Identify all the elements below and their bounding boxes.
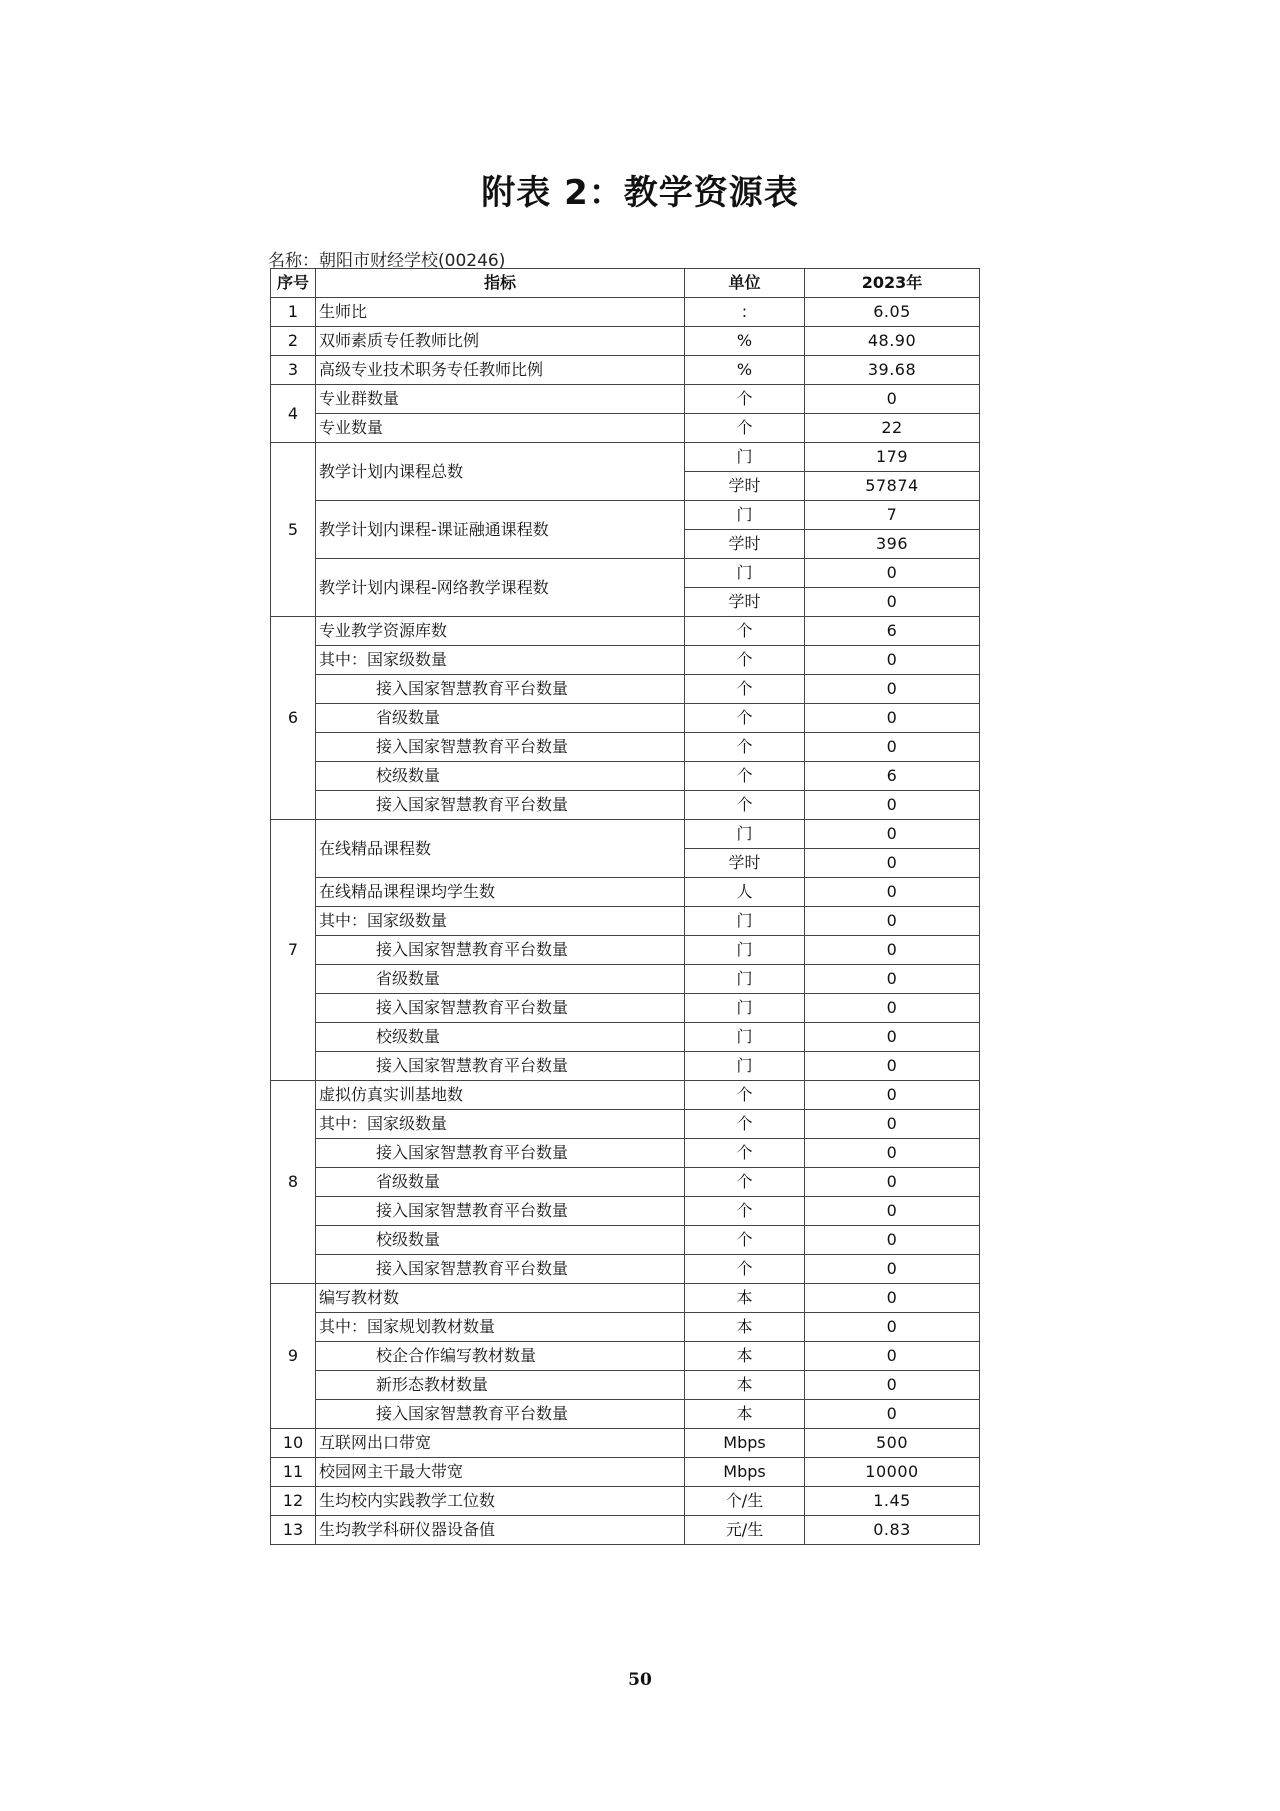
- cell-indicator: 校级数量: [316, 1226, 685, 1255]
- cell-value: 0: [805, 646, 980, 675]
- cell-value: 57874: [805, 472, 980, 501]
- cell-unit: 个: [685, 1081, 805, 1110]
- table-row: [271, 1023, 980, 1052]
- table-row: [271, 994, 980, 1023]
- cell-indicator: 省级数量: [316, 1168, 685, 1197]
- table-row: [271, 1516, 980, 1545]
- cell-unit: 个: [685, 1226, 805, 1255]
- cell-unit: 门: [685, 1023, 805, 1052]
- cell-value: 0: [805, 994, 980, 1023]
- cell-unit: 门: [685, 994, 805, 1023]
- cell-unit: 个: [685, 617, 805, 646]
- table-row: [271, 762, 980, 791]
- cell-unit: 门: [685, 559, 805, 588]
- cell-indicator: 接入国家智慧教育平台数量: [316, 1052, 685, 1081]
- cell-unit: 个: [685, 385, 805, 414]
- cell-value: 0: [805, 965, 980, 994]
- cell-indicator: 接入国家智慧教育平台数量: [316, 733, 685, 762]
- cell-value: 0: [805, 675, 980, 704]
- table-row: [271, 1342, 980, 1371]
- cell-indicator: 其中：国家级数量: [316, 1110, 685, 1139]
- cell-indicator: 新形态教材数量: [316, 1371, 685, 1400]
- table-row: [271, 443, 980, 472]
- cell-unit: %: [685, 356, 805, 385]
- cell-indicator: 接入国家智慧教育平台数量: [316, 1400, 685, 1429]
- header-seq: 序号: [271, 269, 316, 298]
- cell-value: 0: [805, 936, 980, 965]
- table-row: [271, 1429, 980, 1458]
- cell-indicator: 接入国家智慧教育平台数量: [316, 1197, 685, 1226]
- table-row: [271, 385, 980, 414]
- cell-unit: 个: [685, 1255, 805, 1284]
- cell-indicator: 生师比: [316, 298, 685, 327]
- table-row: [271, 1226, 980, 1255]
- cell-unit: 本: [685, 1371, 805, 1400]
- cell-seq: 12: [271, 1487, 316, 1516]
- cell-seq: 4: [271, 385, 316, 443]
- cell-unit: 个: [685, 1110, 805, 1139]
- table-row: [271, 820, 980, 849]
- cell-unit: 门: [685, 1052, 805, 1081]
- cell-value: 0: [805, 385, 980, 414]
- header-unit: 单位: [685, 269, 805, 298]
- cell-indicator: 校级数量: [316, 762, 685, 791]
- cell-value: 0: [805, 849, 980, 878]
- table-row: [271, 936, 980, 965]
- cell-indicator: 虚拟仿真实训基地数: [316, 1081, 685, 1110]
- cell-indicator: 编写教材数: [316, 1284, 685, 1313]
- cell-value: 1.45: [805, 1487, 980, 1516]
- cell-unit: 个: [685, 762, 805, 791]
- cell-seq: 11: [271, 1458, 316, 1487]
- cell-value: 0: [805, 1342, 980, 1371]
- cell-value: 0: [805, 1284, 980, 1313]
- table-header-row: [271, 269, 980, 298]
- page-title: 附表 2：教学资源表: [481, 173, 799, 213]
- cell-indicator: 校企合作编写教材数量: [316, 1342, 685, 1371]
- cell-indicator: 高级专业技术职务专任教师比例: [316, 356, 685, 385]
- cell-value: 0: [805, 1139, 980, 1168]
- cell-indicator: 专业数量: [316, 414, 685, 443]
- cell-unit: 本: [685, 1284, 805, 1313]
- cell-indicator: 互联网出口带宽: [316, 1429, 685, 1458]
- table-row: [271, 327, 980, 356]
- cell-indicator: 其中：国家规划教材数量: [316, 1313, 685, 1342]
- cell-value: 6: [805, 762, 980, 791]
- table-row: [271, 1400, 980, 1429]
- cell-unit: 个: [685, 1197, 805, 1226]
- cell-seq: 2: [271, 327, 316, 356]
- cell-unit: 门: [685, 820, 805, 849]
- cell-value: 396: [805, 530, 980, 559]
- cell-unit: 个: [685, 675, 805, 704]
- table-row: [271, 878, 980, 907]
- table-row: [271, 907, 980, 936]
- table-row: [271, 1081, 980, 1110]
- cell-value: 0: [805, 1023, 980, 1052]
- table-row: [271, 1313, 980, 1342]
- table-row: [271, 675, 980, 704]
- cell-indicator: 校园网主干最大带宽: [316, 1458, 685, 1487]
- cell-unit: 门: [685, 501, 805, 530]
- cell-value: 10000: [805, 1458, 980, 1487]
- table-row: [271, 1197, 980, 1226]
- cell-value: 0: [805, 1052, 980, 1081]
- table-row: [271, 1487, 980, 1516]
- cell-unit: 元/生: [685, 1516, 805, 1545]
- table-row: [271, 1139, 980, 1168]
- cell-indicator: 教学计划内课程-网络教学课程数: [316, 559, 685, 617]
- cell-value: 500: [805, 1429, 980, 1458]
- cell-seq: 1: [271, 298, 316, 327]
- cell-unit: 人: [685, 878, 805, 907]
- cell-seq: 3: [271, 356, 316, 385]
- cell-unit: 本: [685, 1400, 805, 1429]
- cell-seq: 10: [271, 1429, 316, 1458]
- cell-indicator: 省级数量: [316, 965, 685, 994]
- table-row: [271, 501, 980, 530]
- cell-seq: 7: [271, 820, 316, 1081]
- cell-value: 0: [805, 1168, 980, 1197]
- table-row: [271, 356, 980, 385]
- cell-seq: 6: [271, 617, 316, 820]
- table-row: [271, 704, 980, 733]
- cell-unit: 门: [685, 443, 805, 472]
- cell-unit: 学时: [685, 530, 805, 559]
- cell-value: 0: [805, 704, 980, 733]
- cell-value: 0.83: [805, 1516, 980, 1545]
- teaching-resources-table: [270, 268, 980, 1545]
- cell-indicator: 教学计划内课程-课证融通课程数: [316, 501, 685, 559]
- cell-value: 0: [805, 1197, 980, 1226]
- cell-indicator: 在线精品课程数: [316, 820, 685, 878]
- table-row: [271, 1110, 980, 1139]
- cell-value: 179: [805, 443, 980, 472]
- cell-unit: 个: [685, 646, 805, 675]
- cell-unit: 门: [685, 936, 805, 965]
- cell-unit: 个: [685, 704, 805, 733]
- table-row: [271, 1168, 980, 1197]
- cell-value: 0: [805, 907, 980, 936]
- cell-seq: 8: [271, 1081, 316, 1284]
- cell-indicator: 专业群数量: [316, 385, 685, 414]
- header-indicator: 指标: [316, 269, 685, 298]
- cell-value: 0: [805, 1226, 980, 1255]
- cell-seq: 9: [271, 1284, 316, 1429]
- cell-unit: 个: [685, 414, 805, 443]
- table-body: [271, 298, 980, 1545]
- cell-indicator: 专业教学资源库数: [316, 617, 685, 646]
- cell-unit: Mbps: [685, 1458, 805, 1487]
- cell-unit: 个: [685, 1139, 805, 1168]
- cell-value: 0: [805, 559, 980, 588]
- cell-indicator: 接入国家智慧教育平台数量: [316, 1255, 685, 1284]
- table-row: [271, 965, 980, 994]
- table-row: [271, 1284, 980, 1313]
- cell-indicator: 生均校内实践教学工位数: [316, 1487, 685, 1516]
- cell-value: 7: [805, 501, 980, 530]
- table-row: [271, 791, 980, 820]
- table-row: [271, 1255, 980, 1284]
- cell-indicator: 接入国家智慧教育平台数量: [316, 1139, 685, 1168]
- table-name: 名称：朝阳市财经学校(00246): [268, 251, 506, 271]
- cell-indicator: 其中：国家级数量: [316, 646, 685, 675]
- cell-unit: Mbps: [685, 1429, 805, 1458]
- cell-unit: 本: [685, 1342, 805, 1371]
- cell-value: 0: [805, 588, 980, 617]
- table-row: [271, 733, 980, 762]
- table-row: [271, 414, 980, 443]
- cell-indicator: 其中：国家级数量: [316, 907, 685, 936]
- table-row: [271, 1458, 980, 1487]
- cell-unit: 本: [685, 1313, 805, 1342]
- cell-indicator: 双师素质专任教师比例: [316, 327, 685, 356]
- cell-value: 0: [805, 1110, 980, 1139]
- cell-seq: 5: [271, 443, 316, 617]
- header-year: 2023年: [805, 269, 980, 298]
- cell-unit: 个: [685, 791, 805, 820]
- cell-unit: 学时: [685, 588, 805, 617]
- cell-unit: %: [685, 327, 805, 356]
- cell-indicator: 接入国家智慧教育平台数量: [316, 936, 685, 965]
- cell-seq: 13: [271, 1516, 316, 1545]
- cell-unit: 门: [685, 907, 805, 936]
- cell-unit: 个: [685, 733, 805, 762]
- cell-value: 0: [805, 1255, 980, 1284]
- cell-indicator: 省级数量: [316, 704, 685, 733]
- cell-unit: 学时: [685, 849, 805, 878]
- cell-value: 0: [805, 1371, 980, 1400]
- cell-value: 0: [805, 791, 980, 820]
- cell-value: 0: [805, 1081, 980, 1110]
- page-number: 50: [628, 1670, 652, 1690]
- cell-indicator: 接入国家智慧教育平台数量: [316, 994, 685, 1023]
- cell-value: 0: [805, 878, 980, 907]
- cell-indicator: 校级数量: [316, 1023, 685, 1052]
- table-row: [271, 559, 980, 588]
- cell-value: 0: [805, 1313, 980, 1342]
- cell-indicator: 生均教学科研仪器设备值: [316, 1516, 685, 1545]
- table-row: [271, 646, 980, 675]
- cell-unit: 个: [685, 1168, 805, 1197]
- cell-value: 39.68: [805, 356, 980, 385]
- cell-unit: 门: [685, 965, 805, 994]
- cell-unit: 个/生: [685, 1487, 805, 1516]
- cell-indicator: 在线精品课程课均学生数: [316, 878, 685, 907]
- cell-indicator: 教学计划内课程总数: [316, 443, 685, 501]
- table-row: [271, 1052, 980, 1081]
- cell-value: 0: [805, 820, 980, 849]
- table-row: [271, 298, 980, 327]
- cell-value: 0: [805, 1400, 980, 1429]
- cell-value: 6: [805, 617, 980, 646]
- cell-indicator: 接入国家智慧教育平台数量: [316, 675, 685, 704]
- table-row: [271, 617, 980, 646]
- cell-value: 6.05: [805, 298, 980, 327]
- cell-value: 48.90: [805, 327, 980, 356]
- table-row: [271, 1371, 980, 1400]
- cell-unit: :: [685, 298, 805, 327]
- cell-indicator: 接入国家智慧教育平台数量: [316, 791, 685, 820]
- cell-value: 0: [805, 733, 980, 762]
- cell-unit: 学时: [685, 472, 805, 501]
- cell-value: 22: [805, 414, 980, 443]
